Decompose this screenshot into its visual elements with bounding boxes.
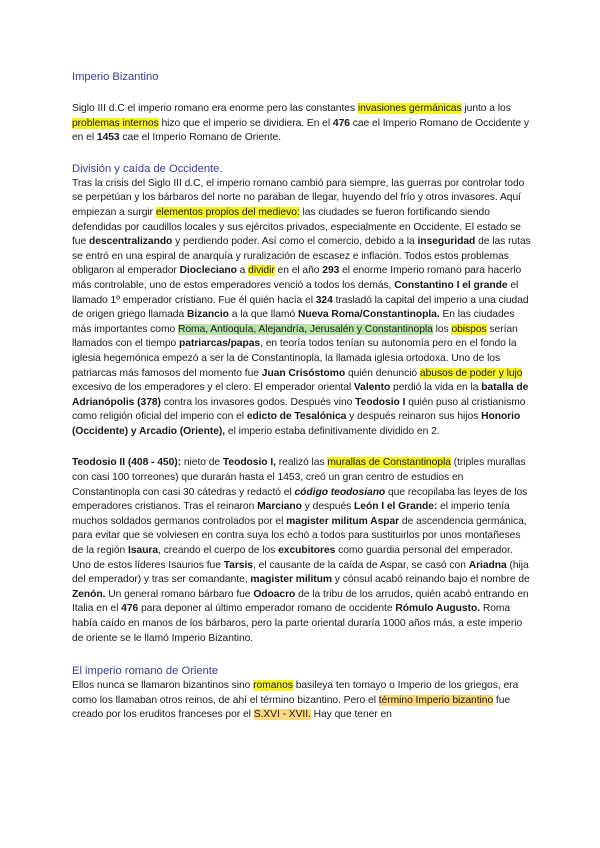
bold-text: Zenón.: [72, 588, 106, 600]
bold-text: Marciano: [257, 501, 302, 513]
text-run: quién puso al cristianismo como religión oficial del imperio con el: [72, 396, 526, 423]
bold-text: 1453: [96, 132, 120, 144]
bold-text: Valento: [353, 382, 391, 394]
text-run: en el año: [274, 265, 323, 277]
highlighted-text: murallas de Constantinopla: [327, 457, 451, 469]
bold-text: León I el Grande:: [354, 501, 438, 513]
highlighted-text: S.XVI - XVII.: [253, 709, 311, 721]
text-run: (hija del emperador) y tras ser comandante,: [72, 559, 529, 586]
bold-text: descentralizando: [88, 236, 173, 248]
text-run: , el causante de la caída de Aspar, se casó con: [252, 559, 469, 571]
bold-text: excubitores: [278, 545, 336, 557]
bold-text: Juan Crisóstomo: [261, 367, 346, 379]
text-run: Ellos nunca se llamaron bizantinos sino: [72, 680, 254, 692]
text-run: el llamado 1º emperador cristiano. Fue él quién hacía el: [72, 279, 519, 306]
text-run: cae el Imperio Romano de Occidente y en el: [72, 117, 529, 144]
bold-text: código teodosiano: [294, 486, 386, 498]
highlighted-text: Roma, Antioquía, Alejandría, Jerusalén y Constantinopla: [177, 323, 433, 335]
text-run: el imperio tenía muchos soldados germanos controlados por el: [72, 501, 510, 527]
document-content: [72, 69, 532, 723]
text-run: a: [236, 265, 249, 277]
text-run: junto a los: [461, 103, 511, 114]
text-run: excesivo de los emperadores y el clero. El emperador oriental: [72, 382, 354, 394]
bold-text: 293: [322, 265, 340, 277]
bold-text: patriarcas/papas: [179, 338, 261, 350]
text-run: de ascendencia germánica, para evitar que se volviesen en contra suya los echó a todos para sustituirlos por unos montañeses de la región: [72, 515, 527, 557]
text-run: los: [432, 323, 452, 335]
text-run: y cónsul acabó reinando bajo el nombre de: [332, 574, 530, 586]
bold-text: Teodosio I,: [222, 457, 276, 469]
text-run: fue creado por los eruditos franceses por el: [72, 694, 511, 721]
highlighted-text: problemas internos: [72, 117, 159, 129]
text-run: las ciudades se fueron fortificando siendo defendidas por caudillos locales y sus ejércitos privados, especialmente en Occidente. El estado se fue: [72, 206, 521, 248]
highlighted-text: dividir: [248, 265, 275, 277]
text-run: (triples murallas con casi 100 torreones) que durarán hasta el 1453, creó un gran centro de estudios en Constantinopla con casi 30 cátedras y redactó el: [72, 457, 526, 498]
bold-text: 476: [121, 603, 139, 615]
bold-text: 324: [315, 294, 333, 306]
highlighted-text: obispos: [451, 323, 487, 335]
bold-text: Odoacro: [253, 588, 296, 600]
bold-text: edicto de Tesalónica: [246, 411, 347, 423]
text-run: el imperio estaba definitivamente dividido en 2.: [225, 425, 440, 437]
section-heading-oriente: El imperio romano de Oriente: [72, 665, 219, 678]
text-run: perdió la vida en la: [390, 382, 482, 394]
highlighted-text: abusos de poder y lujo: [419, 367, 523, 379]
text-run: que recopilaba las leyes de los emperadores cristianos. Tras el reinaron: [72, 486, 528, 513]
bold-text: 476: [332, 117, 350, 129]
highlighted-text: invasiones germánicas: [357, 103, 462, 114]
highlighted-text: término Imperio bizantino: [378, 694, 494, 706]
bold-text: Diocleciano: [179, 265, 237, 277]
section-paragraph-teodosio: [72, 456, 532, 646]
text-run: como guardia personal del emperador. Uno de estos líderes Isaurios fue: [72, 545, 513, 571]
bold-text: batalla de Adrianópolis (378): [72, 382, 529, 408]
text-run: Un general romano bárbaro fue: [105, 588, 254, 600]
text-run: y después: [301, 501, 355, 513]
bold-text: Honorio (Occidente) y Arcadio (Oriente),: [72, 411, 521, 437]
document-title: Imperio Bizantino: [72, 71, 159, 83]
text-run: cae el Imperio Romano de Oriente.: [119, 132, 282, 144]
text-run: Tras la crisis del Siglo III d.C, el imperio romano cambió para siempre, las guerras por controlar todo se perpetúan y los bárbaros del norte no paraban de llegar, huyendo del frío y otros invasores. Aquí empiezan a surgir: [72, 177, 525, 218]
text-run: y después reinaron sus hijos: [346, 411, 482, 423]
bold-text: Bizancio: [186, 309, 229, 321]
bold-text: Teodosio II (408 - 450):: [72, 457, 182, 469]
text-run: quién denunció: [345, 367, 420, 379]
text-run: serían llamados con el tiempo: [72, 323, 518, 350]
text-run: , creando el cuerpo de los: [158, 545, 279, 557]
text-run: contra los invasores godos. Después vino: [160, 396, 356, 408]
text-run: y perdiendo poder. Así como el comercio, debido a la: [172, 236, 418, 248]
bold-text: Constantino I el grande: [394, 279, 508, 291]
bold-text: inseguridad: [417, 236, 476, 248]
bold-text: magister militum: [250, 574, 332, 586]
intro-paragraph: [72, 102, 532, 146]
text-run: En las ciudades más importantes como: [72, 309, 515, 335]
text-run: Siglo III d.C el imperio romano era enorme pero las constantes: [72, 103, 358, 114]
section-paragraph-division: [72, 177, 532, 440]
text-run: para deponer al último emperador romano de occidente: [138, 603, 396, 615]
text-run: basileya ten tomayo o Imperio de los griegos, era como los llamaban otros reinos, de ahí el término bizantino. Pero el: [72, 680, 519, 706]
bold-text: Rómulo Augusto.: [395, 603, 481, 615]
text-run: a la que llamó: [228, 309, 298, 321]
bold-text: Isaura: [128, 545, 159, 557]
bold-text: Ariadna: [468, 559, 507, 571]
bold-text: magister militum Aspar: [286, 515, 400, 527]
highlighted-text: elementos propios del medievo:: [155, 206, 300, 218]
bold-text: Teodosio I: [355, 396, 406, 408]
highlighted-text: romanos: [253, 680, 293, 692]
text-run: el enorme Imperio romano para hacerlo más controlable, uno de estos emperadores venció a todos los demás,: [72, 265, 522, 291]
section-heading-division: División y caída de Occidente.: [72, 162, 223, 175]
text-run: de la tribu de los arrudos, quién acabó entrando en Italia en el: [72, 588, 529, 615]
text-run: Hay que tener en: [310, 709, 392, 721]
text-run: realizó las: [275, 457, 328, 469]
bold-text: Nueva Roma/Constantinopla.: [297, 309, 440, 321]
bold-text: Tarsis: [223, 559, 253, 571]
text-run: , en teoría todos tenían su autonomía pero en el fondo la iglesia hegemónica empezó a ser la de Constantinopla, la llamada iglesia ortodoxa. Uno de los patriarcas más famosos del momento fue: [72, 338, 517, 379]
text-run: hizo que el imperio se dividiera. En el: [158, 117, 333, 129]
text-run: nieto de: [181, 457, 223, 469]
text-run: Roma había caído en manos de los bárbaros, pero la parte oriental duraría 1000 años más, a este imperio de oriente se le llamó Imperio Bizantino.: [72, 603, 523, 644]
text-run: trasladó la capital del imperio a una ciudad de origen griego llamada: [72, 294, 529, 321]
section-paragraph-oriente: [72, 679, 532, 723]
text-run: de las rutas se entró en una espiral de anarquía y ruralización de escasez e inflación. Todos estos problemas obligaron al emperador: [72, 236, 531, 277]
